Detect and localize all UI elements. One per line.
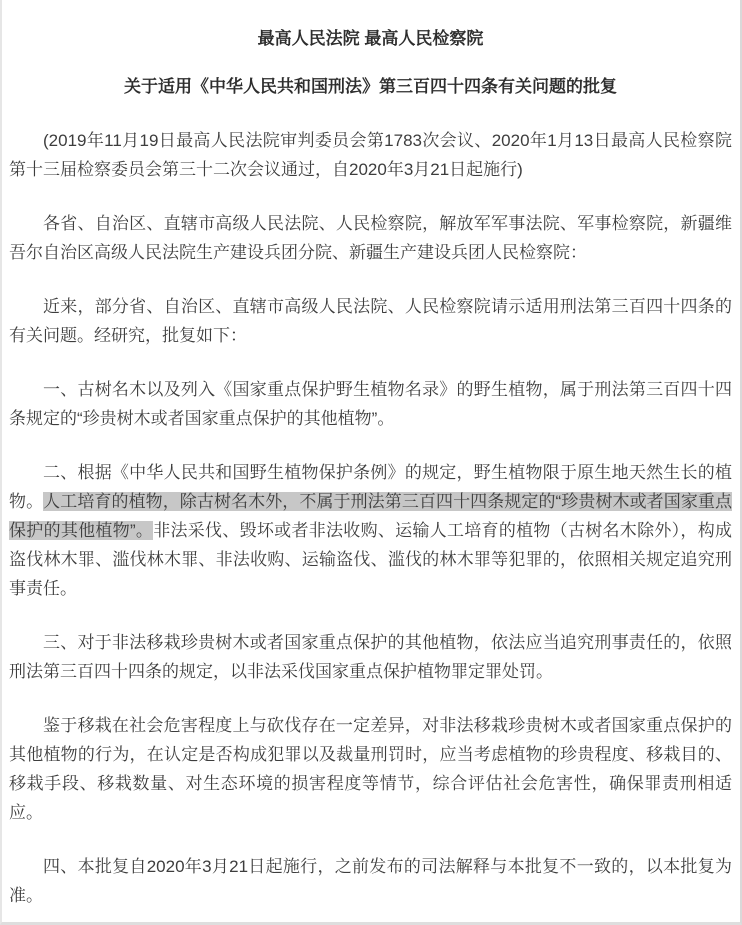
addressees-paragraph: 各省、自治区、直辖市高级人民法院、人民检察院，解放军军事法院、军事检察院，新疆维吾尔自治区高级人民法院生产建设兵团分院、新疆生产建设兵团人民检察院： (9, 214, 732, 262)
item-4-paragraph: 四、本批复自2020年3月21日起施行，之前发布的司法解释与本批复不一致的，以本批复为准。 (9, 857, 732, 905)
item-3-supplement-paragraph: 鉴于移栽在社会危害程度上与砍伐存在一定差异，对非法移栽珍贵树木或者国家重点保护的其他植物的行为，在认定是否构成犯罪以及裁量刑罚时，应当考虑植物的珍贵程度、移栽目的、移栽手段、移栽数量、对生态环境的损害程度等情节，综合评估社会危害性，确保罪责刑相适应。 (9, 716, 732, 822)
item-2-text-before-selection: 二、根据《中华人民共和国野生植物保护条例》的规定，野生植物限于原生地天然生长的植物。 (9, 463, 732, 511)
highlighted-selection-text: 人工培育的植物，除古树名木外，不属于刑法第三百四十四条规定的“珍贵树木或者国家重点保护的其他植物”。 (9, 492, 733, 540)
court-issuers-title: 最高人民法院 最高人民检察院 (257, 29, 484, 48)
item-3-paragraph: 三、对于非法移栽珍贵树木或者国家重点保护的其他植物，依法应当追究刑事责任的，依照刑法第三百四十四条的规定，以非法采伐国家重点保护植物罪定罪处罚。 (9, 633, 732, 681)
item-1-paragraph: 一、古树名木以及列入《国家重点保护野生植物名录》的野生植物，属于刑法第三百四十四条规定的“珍贵树木或者国家重点保护的其他植物”。 (9, 380, 732, 428)
item-2-text-after-selection: 非法采伐、毁坏或者非法收购、运输人工培育的植物（古树名木除外），构成盗伐林木罪、滥伐林木罪、非法收购、运输盗伐、滥伐的林木罪等犯罪的，依照相关规定追究刑事责任。 (9, 521, 732, 598)
adoption-meta-paragraph: (2019年11月19日最高人民法院审判委员会第1783次会议、2020年1月13日最高人民检察院第十三届检察委员会第三十二次会议通过，自2020年3月21日起施行) (9, 131, 732, 179)
preamble-paragraph: 近来，部分省、自治区、直辖市高级人民法院、人民检察院请示适用刑法第三百四十四条的有关问题。经研究，批复如下： (9, 297, 732, 345)
document-title: 关于适用《中华人民共和国刑法》第三百四十四条有关问题的批复 (124, 77, 617, 96)
item-2-paragraph (9, 458, 732, 603)
